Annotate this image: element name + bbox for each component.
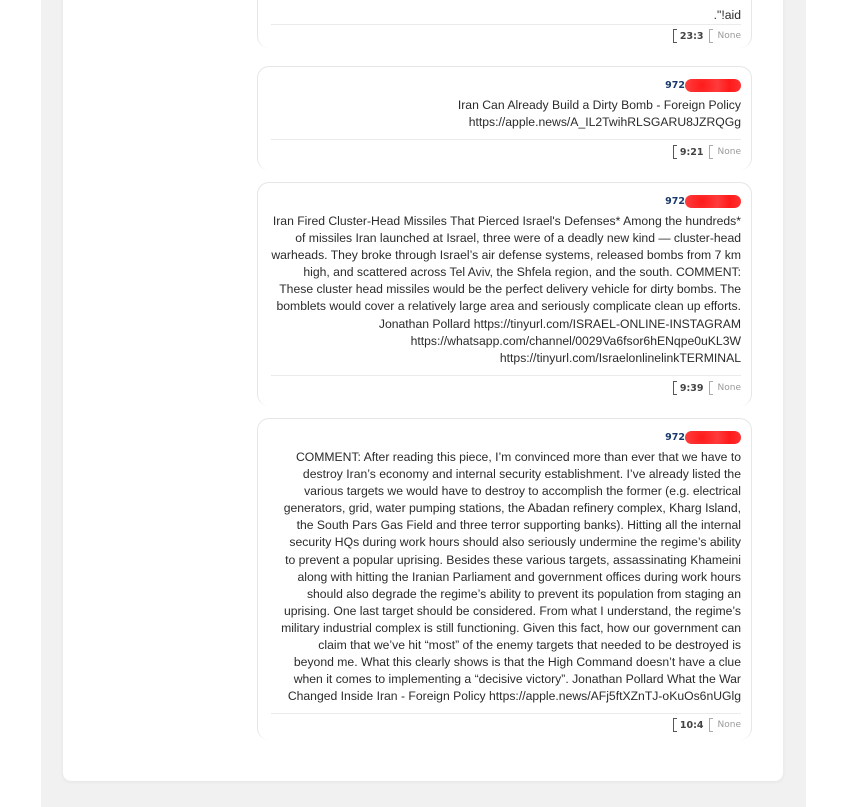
sender-phone: 972: [665, 431, 741, 444]
divider: [271, 24, 741, 25]
redaction-mark: [685, 79, 741, 92]
divider: [271, 139, 741, 140]
separator-icon: [709, 718, 713, 732]
message-status: None: [717, 383, 741, 393]
separator-icon: [709, 145, 713, 159]
message-bubble: [257, 0, 752, 48]
message-text: COMMENT: After reading this piece, I’m convinced more than ever that we have to destroy Iran’s economy and internal security establishment. I’ve already listed the various targets we would have to destroy to accomplish the former (e.g. electrical generators, grid, water pumping stations, the Abadan refinery complex, Kharg Island, the South Pars Gas Field and three terror supporting banks). Hitting all the internal security HQs during work hours should also seriously undermine the regime’s ability to prevent a popular uprising. Besides these various targets, assassinating Khameini along with hitting the Iranian Parliament and government offices during work hours should also degrade the regime’s ability to prevent its population from staging an uprising. One last target should be considered. From what I understand, the regime’s military industrial complex is still functioning. Given this fact, how our government can claim that we’ve hit “most” of the enemy targets that needed to be destroyed is beyond me. What this clearly shows is that the High Command doesn’t have a clue when it comes to implementing a “decisive victory”. Jonathan Pollard What the War Changed Inside Iran - Foreign Policy https://apple.news/AFj5ftXZnTJ-oKuOs6nUGlg: [281, 450, 741, 704]
sender-phone: 972: [665, 195, 741, 208]
message-bubble: [257, 418, 752, 740]
message-text: ."!aid: [713, 8, 741, 22]
sender-phone: 972: [665, 79, 741, 92]
message-status: None: [717, 720, 741, 730]
message-meta: [673, 145, 741, 159]
separator-icon: [709, 29, 713, 43]
bracket-icon: [673, 145, 677, 159]
message-time: 23:3: [679, 30, 704, 42]
separator-icon: [709, 381, 713, 395]
redaction-mark: [685, 431, 741, 444]
divider: [271, 375, 741, 376]
message-text: Iran Can Already Build a Dirty Bomb - Foreign Policy https://apple.news/A_IL2TwihRLSGARU8JZRQGg: [457, 98, 741, 130]
message-text: Iran Fired Cluster-Head Missiles That Pierced Israel's Defenses* Among the hundreds* of missiles Iran launched at Israel, three were of a deadly new kind — cluster-head warheads. They broke through Israel’s air defense systems, released bombs from 7 km high, and scattered across Tel Aviv, the Shfela region, and the south. COMMENT: These cluster head missiles would be the perfect delivery vehicle for dirty bombs. The bomblets would cover a relatively large area and seriously complicate clean up efforts. Jonathan Pollard https://tinyurl.com/ISRAEL-ONLINE-INSTAGRAM https://whatsapp.com/channel/0029Va6fsor6hENqpe0uKL3W https://tinyurl.com/IsraelonlinelinkTERMINAL: [271, 214, 741, 365]
bracket-icon: [673, 29, 677, 43]
message-bubble: [257, 66, 752, 170]
message-meta: [673, 381, 741, 395]
bracket-icon: [673, 718, 677, 732]
redaction-mark: [685, 195, 741, 208]
message-meta: [673, 29, 741, 43]
bracket-icon: [673, 381, 677, 395]
message-time: 9:21: [679, 146, 704, 158]
message-time: 9:39: [679, 382, 704, 394]
message-status: None: [717, 31, 741, 41]
divider: [271, 713, 741, 714]
message-meta: [673, 718, 741, 732]
message-bubble: [257, 182, 752, 406]
message-time: 10:4: [679, 719, 704, 731]
message-status: None: [717, 147, 741, 157]
